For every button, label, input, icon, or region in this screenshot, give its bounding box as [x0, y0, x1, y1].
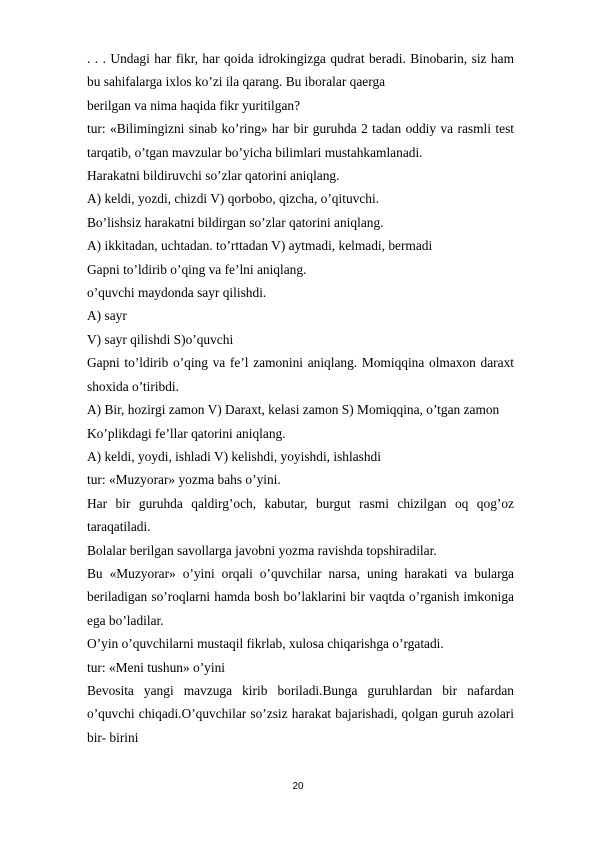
answer-1: A) keldi, yozdi, chizdi V) qorbobo, qizcha, o’qituvchi.: [87, 191, 380, 207]
question-3: Gapni to’ldirib o’qing va fe’lni aniqlang.: [87, 261, 307, 277]
answer-5: A) keldi, yoydi, ishladi V) kelishdi, yoyishdi, ishlashdi: [87, 448, 381, 464]
question-5: Ko’plikdagi fe’llar qatorini aniqlang.: [87, 425, 286, 441]
paragraph-game-benefit: Bu «Muzyorar» o’yini orqali o’quvchilar narsa, uning harakati va bularga beriladigan so’roqlarni hamda bosh bo’laklarini bir vaqtda o’rganish imkoniga ega bo’ladilar.: [87, 565, 514, 628]
question-1: Harakatni bildiruvchi so’zlar qatorini aniqlang.: [87, 168, 340, 184]
answer-3a: A) sayr: [87, 308, 127, 324]
question-4: Gapni to’ldirib o’qing va fe’l zamonini aniqlang. Momiqqina olmaxon daraxt shoxida o’tiribdi.: [87, 355, 514, 394]
answer-4: A) Bir, hozirgi zamon V) Daraxt, kelasi zamon S) Momiqqina, o’tgan zamon: [87, 402, 500, 418]
paragraph-test-activity: tur: «Bilimingizni sinab ko’ring» har bir guruhda 2 tadan oddiy va rasmli test tarqatib, o’tgan mavzular bo’yicha bilimlari mustahkamlanadi.: [87, 121, 514, 160]
page-number: 20: [292, 781, 304, 792]
answer-3b: V) sayr qilishdi S)o’quvchi: [87, 331, 234, 347]
answer-2: A) ikkitadan, uchtadan. to’rttadan V) aytmadi, kelmadi, bermadi: [87, 238, 433, 254]
question-2: Bo’lishsiz harakatni bildirgan so’zlar qatorini aniqlang.: [87, 214, 384, 230]
paragraph-new-topic: Bevosita yangi mavzuga kirib boriladi.Bunga guruhlardan bir nafardan o’quvchi chiqadi.O’quvchilar so’zsiz harakat bajarishadi, qolgan guruh azolari bir- birini: [87, 682, 514, 745]
paragraph-game-materials: Har bir guruhda qaldirg’och, kabutar, burgut rasmi chizilgan oq qog’oz taraqatiladi.: [87, 495, 514, 535]
game-title-meni-tushun: tur: «Meni tushun» o’yini: [87, 659, 225, 675]
paragraph-game-task: Bolalar berilgan savollarga javobni yozma ravishda topshiradilar.: [87, 542, 437, 558]
paragraph-game-summary: O’yin o’quvchilarni mustaqil fikrlab, xulosa chiqarishga o’rgatadi.: [87, 636, 444, 652]
page-body: [87, 47, 514, 749]
sentence-3: o’quvchi maydonda sayr qilishdi.: [87, 285, 267, 301]
game-title-muzyorar: tur: «Muzyorar» yozma bahs o’yini.: [87, 472, 281, 488]
paragraph-question: berilgan va nima haqida fikr yuritilgan?: [87, 97, 301, 113]
paragraph-intro: . . . Undagi har fikr, har qoida idrokingizga qudrat beradi. Binobarin, siz ham bu sahifalarga ixlos ko’zi ila qarang. Bu iboralar qaerga: [87, 51, 514, 90]
